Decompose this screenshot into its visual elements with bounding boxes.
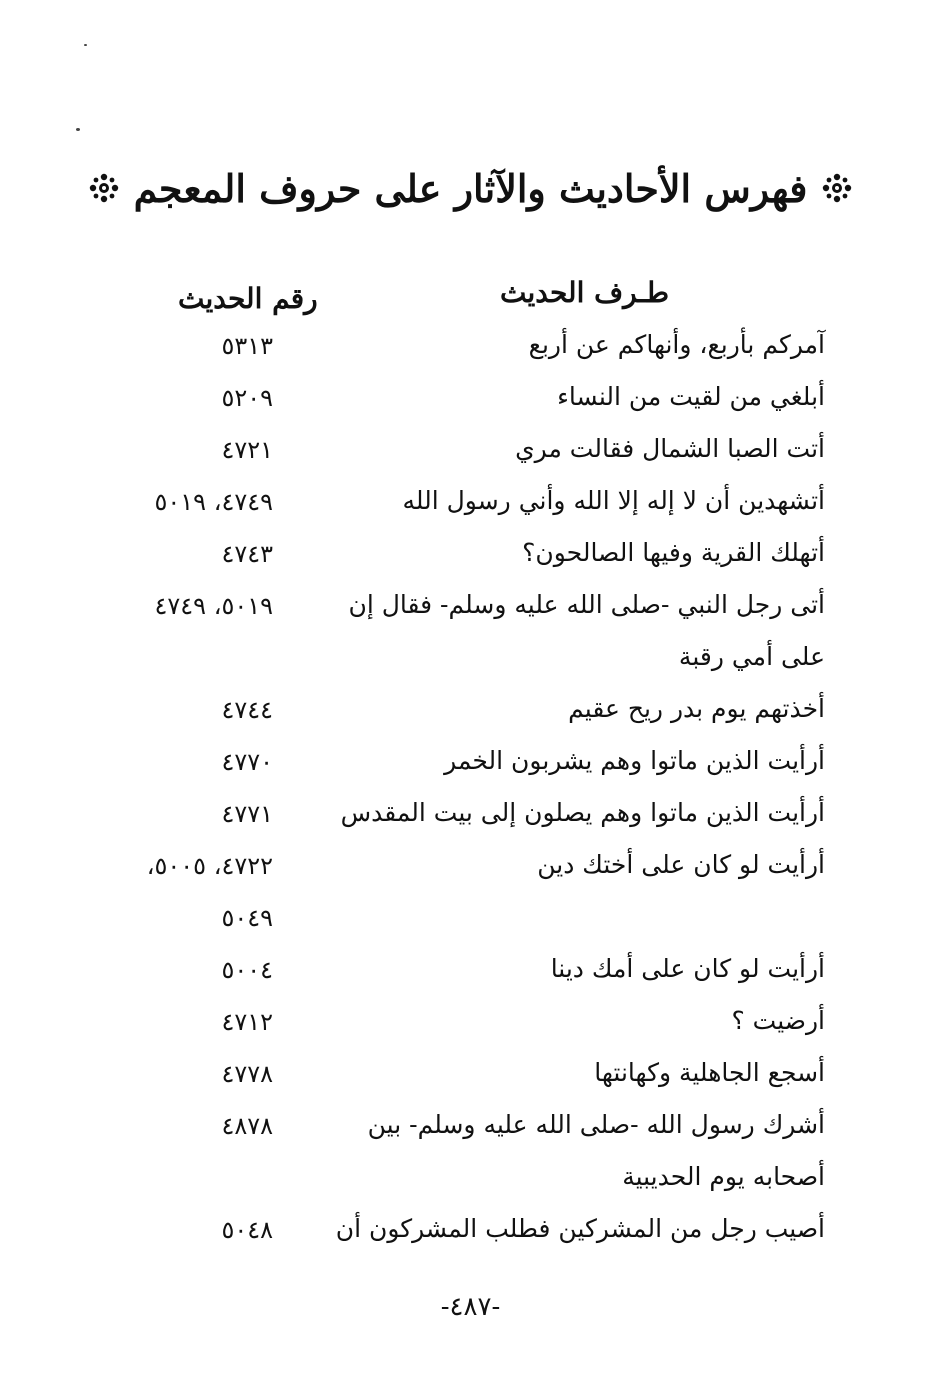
hadith-text: أصيب رجل من المشركين فطلب المشركون أن: [335, 1214, 825, 1243]
index-entry: [0, 1052, 941, 1104]
scan-speck: [84, 44, 87, 46]
floral-ornament-icon: [821, 172, 853, 204]
index-entries: [0, 324, 941, 1260]
hadith-number: ٤٧٤٩، ٥٠١٩: [154, 488, 273, 516]
index-entry-continuation: [0, 636, 941, 688]
hadith-text: أصحابه يوم الحديبية: [622, 1162, 825, 1191]
hadith-number: ٥٠٤٩: [221, 904, 273, 932]
index-entry-continuation: [0, 1156, 941, 1208]
index-entry: [0, 792, 941, 844]
hadith-number: ٤٧٧٨: [221, 1060, 273, 1088]
index-entry: [0, 376, 941, 428]
hadith-number: ٤٧٢١: [221, 436, 273, 464]
hadith-number: ٤٧٤٣: [221, 540, 273, 568]
index-entry: [0, 584, 941, 636]
index-entry: [0, 532, 941, 584]
hadith-text: أتهلك القرية وفيها الصالحون؟: [522, 538, 825, 567]
hadith-number: ٤٧٤٤: [221, 696, 273, 724]
hadith-text: أسجع الجاهلية وكهانتها: [594, 1058, 825, 1087]
page-title: فهرس الأحاديث والآثار على حروف المعجم: [133, 165, 808, 211]
floral-ornament-icon: [88, 172, 120, 204]
hadith-text: أتت الصبا الشمال فقالت مري: [515, 434, 825, 463]
hadith-number: ٥٠٤٨: [221, 1216, 273, 1244]
hadith-text: أشرك رسول الله -صلى الله عليه وسلم- بين: [367, 1110, 825, 1139]
hadith-number: ٤٧٧٠: [221, 748, 273, 776]
hadith-text: أرضيت ؟: [731, 1006, 825, 1035]
hadith-text: آمركم بأربع، وأنهاكم عن أربع: [528, 330, 825, 359]
index-entry: [0, 428, 941, 480]
hadith-number: ٥٢٠٩: [221, 384, 273, 412]
index-entry: [0, 480, 941, 532]
hadith-number: ٤٧٢٢، ٥٠٠٥،: [146, 852, 273, 880]
index-entry-continuation: [0, 896, 941, 948]
hadith-text: أرأيت لو كان على أمك دينا: [550, 954, 825, 983]
hadith-number: ٤٧٧١: [221, 800, 273, 828]
page-number: -٤٨٧-: [440, 1292, 501, 1322]
hadith-text: أخذتهم يوم بدر ريح عقيم: [568, 694, 825, 723]
hadith-text: أبلغي من لقيت من النساء: [557, 382, 825, 411]
index-entry: [0, 1000, 941, 1052]
hadith-number: ٥٣١٣: [221, 332, 273, 360]
hadith-text: أرأيت لو كان على أختك دين: [537, 850, 825, 879]
hadith-text: أرأيت الذين ماتوا وهم يشربون الخمر: [444, 746, 825, 775]
page-title-row: [0, 156, 941, 220]
index-entry: [0, 688, 941, 740]
hadith-text: أتى رجل النبي -صلى الله عليه وسلم- فقال إن: [348, 590, 825, 619]
index-entry: [0, 844, 941, 896]
hadith-number: ٥٠١٩، ٤٧٤٩: [154, 592, 273, 620]
column-headers: [0, 276, 941, 324]
hadith-text: على أمي رقبة: [678, 642, 825, 671]
number-column-header: رقم الحديث: [178, 282, 318, 315]
hadith-number: ٥٠٠٤: [221, 956, 273, 984]
index-entry: [0, 1104, 941, 1156]
index-entry: [0, 948, 941, 1000]
index-entry: [0, 324, 941, 376]
hadith-number: ٤٧١٢: [221, 1008, 273, 1036]
index-entry: [0, 1208, 941, 1260]
hadith-text: أرأيت الذين ماتوا وهم يصلون إلى بيت المقدس: [340, 798, 825, 827]
scan-speck: [76, 128, 80, 131]
hadith-text: أتشهدين أن لا إله إلا الله وأني رسول الله: [402, 486, 825, 515]
hadith-column-header: طـرف الحديث: [500, 276, 670, 309]
hadith-number: ٤٨٧٨: [221, 1112, 273, 1140]
index-entry: [0, 740, 941, 792]
